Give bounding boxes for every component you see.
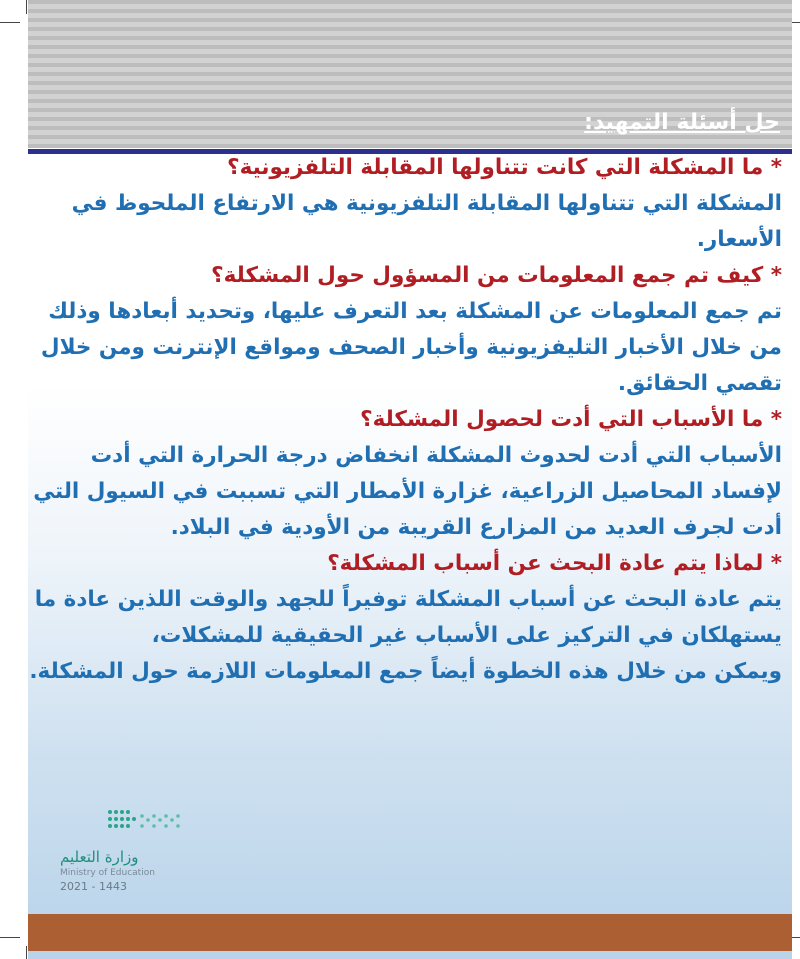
logo-year: 2021 - 1443 [60, 880, 127, 893]
question-2: * كيف تم جمع المعلومات من المسؤول حول المشكلة؟ [211, 263, 782, 288]
answer-4-continued: ويمكن من خلال هذه الخطوة أيضاً جمع المعلومات اللازمة حول المشكلة. [29, 659, 782, 684]
ministry-logo [44, 808, 184, 898]
page [28, 0, 792, 959]
footer-band [28, 914, 792, 951]
question-3: * ما الأسباب التي أدت لحصول المشكلة؟ [360, 407, 782, 432]
logo-arabic-text: وزارة التعليم [60, 848, 139, 866]
answer-4: يتم عادة البحث عن أسباب المشكلة توفيراً للجهد والوقت اللذين عادة ما يستهلكان في التركيز على الأسباب غير الحقيقية للمشكلات، [34, 587, 782, 648]
page-title: حل أسئلة التمهيد: [584, 110, 780, 135]
crop-mark [0, 937, 20, 938]
question-1: * ما المشكلة التي كانت تتناولها المقابلة التلفزيونية؟ [227, 155, 782, 180]
crop-mark [26, 946, 27, 959]
question-4: * لماذا يتم عادة البحث عن أسباب المشكلة؟ [327, 551, 782, 576]
logo-dots-icon [106, 808, 186, 838]
answer-1: المشكلة التي تتناولها المقابلة التلفزيونية هي الارتفاع الملحوظ في الأسعار. [71, 191, 782, 252]
logo-english-text: Ministry of Education [60, 868, 155, 878]
qa-content [28, 150, 782, 690]
answer-3: الأسباب التي أدت لحدوث المشكلة انخفاض درجة الحرارة التي أدت لإفساد المحاصيل الزراعية، غزارة الأمطار التي تسببت في السيول التي أدت لجرف العديد من المزارع القريبة من الأودية في البلاد. [33, 443, 782, 540]
answer-2: تم جمع المعلومات عن المشكلة بعد التعرف عليها، وتحديد أبعادها وذلك من خلال الأخبار التليفزيونية وأخبار الصحف ومواقع الإنترنت ومن خلال تقصي الحقائق. [40, 299, 782, 396]
crop-mark [0, 22, 20, 23]
crop-mark [26, 0, 27, 14]
